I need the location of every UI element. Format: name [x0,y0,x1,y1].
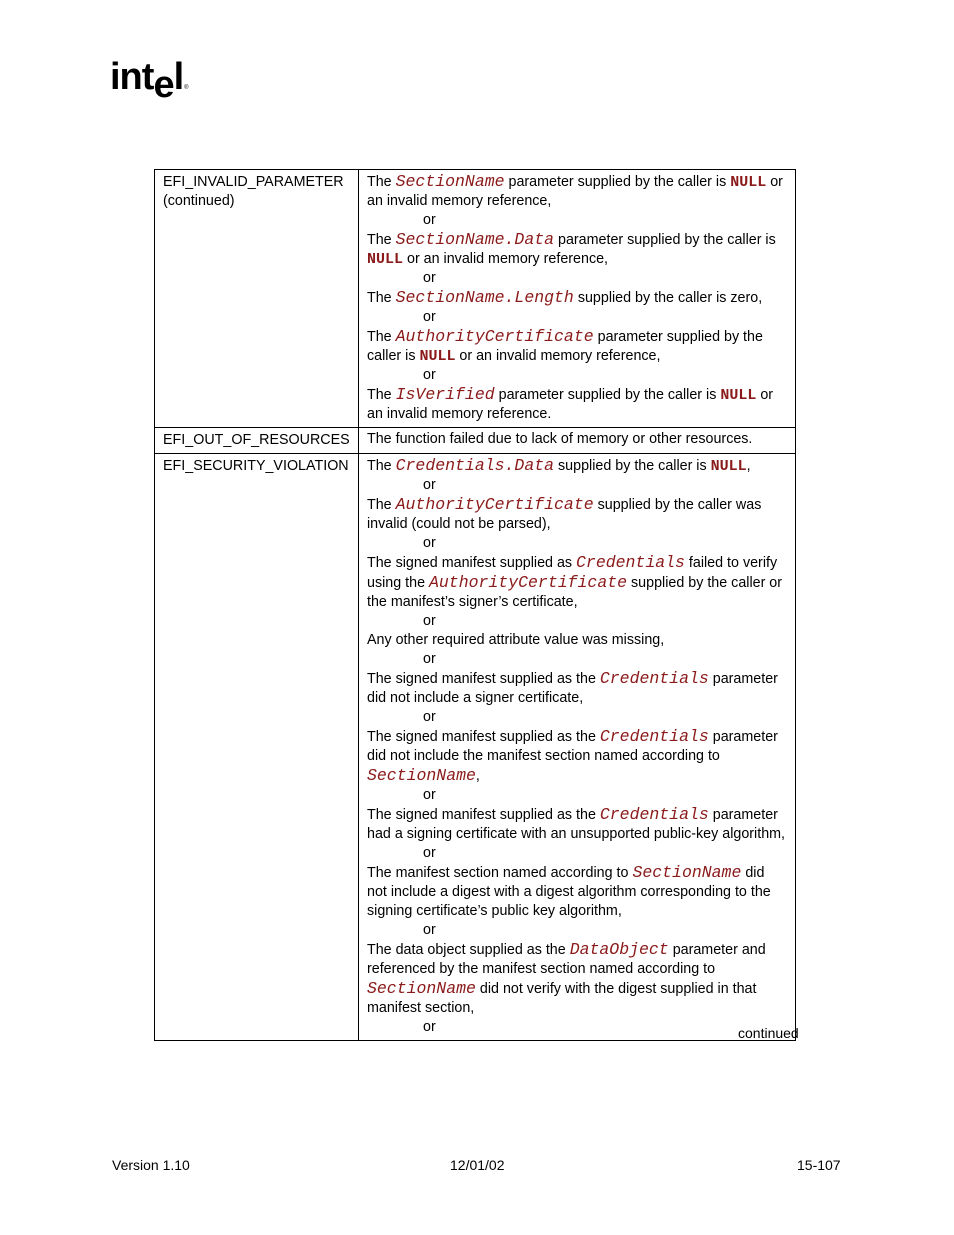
text-segment: or an invalid memory reference. [367,387,774,422]
text-segment: or an invalid memory reference, [403,251,609,267]
text-segment: parameter did not include a signer certificate, [367,671,778,706]
parameter-name: IsVerified [395,385,495,404]
table-row [155,170,796,428]
or-separator: or [423,845,436,861]
status-codes-table [154,169,796,1041]
text-segment: The function failed due to lack of memory or other resources. [367,431,753,447]
or-separator: or [423,651,436,667]
or-separator: or [423,787,436,803]
continued-label: continued [738,1025,799,1041]
text-segment: failed to verify using the [367,555,778,591]
footer-date: 12/01/02 [450,1157,505,1173]
description-text [367,327,787,366]
null-constant: NULL [730,174,767,191]
text-segment: supplied by the caller is zero, [573,290,763,306]
status-code-cell [155,428,359,454]
parameter-name: SectionName [367,979,476,998]
text-segment: , [746,458,751,474]
or-separator: or [423,367,436,383]
description-text [367,456,787,476]
description-cell [359,428,796,454]
description-text [367,940,787,1018]
description-text [367,553,787,612]
description-text [367,631,787,650]
status-code: EFI_OUT_OF_RESOURCES [163,432,350,448]
text-segment: parameter had a signing certificate with an unsupported public-key algorithm, [367,807,786,842]
text-segment: parameter supplied by the caller is [367,329,763,364]
parameter-name: Credentials [576,553,685,572]
parameter-name: Credentials [599,669,709,688]
text-segment: parameter supplied by the caller is [554,232,776,248]
description-text [367,385,787,424]
null-constant: NULL [367,251,404,268]
text-segment: parameter did not include the manifest section named according to [367,729,778,764]
or-separator: or [423,212,436,228]
text-segment: did not verify with the digest supplied in that manifest section, [367,981,757,1016]
parameter-name: AuthorityCertificate [395,495,594,514]
or-separator: or [423,309,436,325]
null-constant: NULL [710,458,747,475]
text-segment: The signed manifest supplied as the [367,807,600,823]
text-segment: Any other required attribute value was missing, [367,632,665,648]
description-cell [359,170,796,428]
text-segment: The [367,497,396,513]
text-segment: The [367,329,396,345]
text-segment: The signed manifest supplied as [367,555,577,571]
description-text [367,727,787,786]
table-row [155,454,796,1041]
text-segment: The [367,387,396,403]
text-segment: The [367,290,396,306]
text-segment: parameter supplied by the caller is [504,174,731,190]
or-separator: or [423,922,436,938]
null-constant: NULL [419,348,456,365]
description-text [367,430,787,449]
text-segment: The signed manifest supplied as the [367,729,600,745]
footer-version: Version 1.10 [112,1157,190,1173]
text-segment: or an invalid memory reference, [455,348,661,364]
text-segment: did not include a digest with a digest algorithm corresponding to the signing certificate’s public key algorithm, [367,865,771,919]
table-row [155,428,796,454]
parameter-name: SectionName.Data [395,230,555,249]
text-segment: supplied by the caller was invalid (could not be parsed), [367,497,762,532]
text-segment: The signed manifest supplied as the [367,671,600,687]
footer-page-number: 15-107 [797,1157,841,1173]
text-segment: The data object supplied as the [367,942,570,958]
parameter-name: DataObject [569,940,669,959]
registered-mark: ® [184,85,188,91]
text-segment: , [475,768,480,784]
text-segment: The manifest section named according to [367,865,633,881]
text-segment: The [367,174,396,190]
status-code: EFI_SECURITY_VIOLATION [163,458,349,474]
text-segment: or an invalid memory reference, [367,174,783,209]
status-code-cell [155,170,359,428]
or-separator: or [423,709,436,725]
parameter-name: AuthorityCertificate [395,327,594,346]
description-text [367,863,787,921]
text-segment: parameter and referenced by the manifest section named according to [367,942,766,977]
parameter-name: Credentials.Data [395,456,555,475]
or-separator: or [423,270,436,286]
description-cell [359,454,796,1041]
text-segment: The [367,232,396,248]
description-text [367,669,787,708]
text-segment: supplied by the caller is [554,458,711,474]
parameter-name: AuthorityCertificate [429,573,628,592]
text-segment: The [367,458,396,474]
description-text [367,288,787,308]
parameter-name: SectionName.Length [395,288,574,307]
parameter-name: SectionName [367,766,476,785]
description-text [367,495,787,534]
parameter-name: Credentials [599,727,709,746]
or-separator: or [423,477,436,493]
description-text [367,230,787,269]
null-constant: NULL [720,387,757,404]
status-code: EFI_INVALID_PARAMETER [163,174,344,190]
status-code-note: (continued) [163,193,235,209]
parameter-name: Credentials [599,805,709,824]
parameter-name: SectionName [395,172,505,191]
description-text [367,172,787,211]
or-separator: or [423,535,436,551]
intel-logo: intel® [110,56,188,106]
parameter-name: SectionName [632,863,742,882]
status-code-cell [155,454,359,1041]
text-segment: parameter supplied by the caller is [494,387,721,403]
or-separator: or [423,613,436,629]
text-segment: supplied by the caller or the manifest’s signer’s certificate, [367,575,783,610]
description-text [367,805,787,844]
or-separator: or [423,1019,436,1035]
